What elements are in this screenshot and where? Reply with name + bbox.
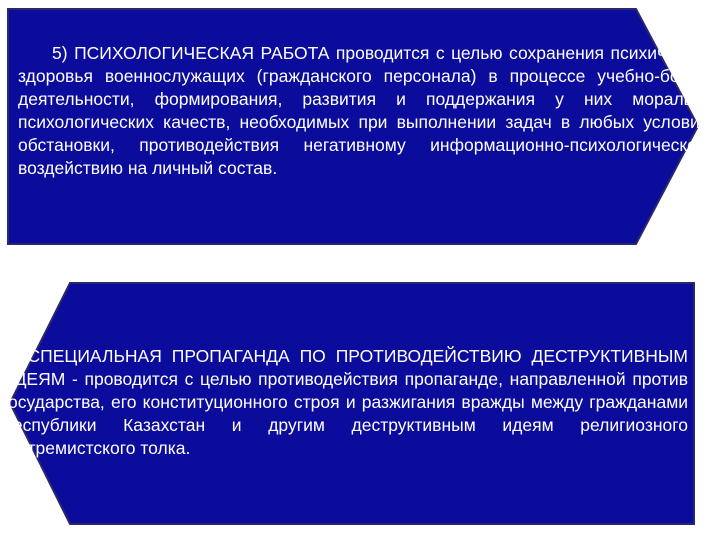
psychological-work-paragraph: 5) ПСИХОЛОГИЧЕСКАЯ РАБОТА проводится с целью сохранения психического здоровья военнослужащих (гражданского персонала) в процессе учебно-боевой деятельности, формирования, развития и поддержания у них морально-психологических качеств, необходимых при выполнении задач в любых условиях обстановки, противодействия негативному информационно-психологическому воздействию на личный состав.: [18, 43, 718, 178]
special-propaganda-paragraph: 6) СПЕЦИАЛЬНАЯ ПРОПАГАНДА ПО ПРОТИВОДЕЙСТВИЮ ДЕСТРУКТИВНЫМ ИДЕЯМ - проводится с целью противодействия пропаганде, направленной против государства, его конституционного строя и разжигания вражды между гражданами Республики Казахстан и другим деструктивным идеям религиозного экстремистского толка.: [2, 346, 688, 458]
